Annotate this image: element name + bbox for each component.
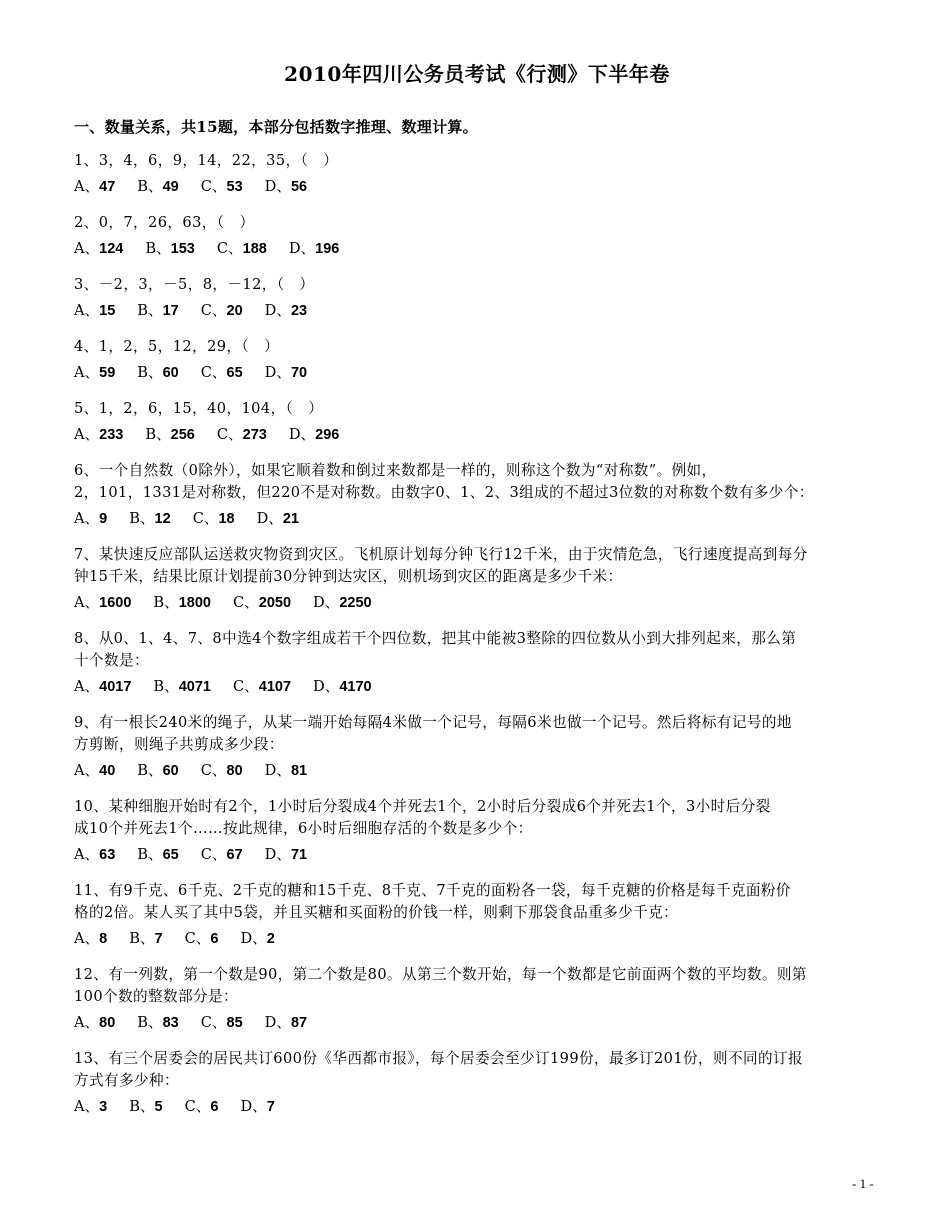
question-3 [74, 274, 880, 322]
answer-option [145, 238, 195, 260]
answer-options [74, 760, 880, 782]
answer-options [74, 238, 880, 260]
answer-options [74, 1012, 880, 1034]
question-6 [74, 460, 880, 530]
question-text: 十个数是： [74, 652, 149, 669]
question-text: －2，3，－5，8，－12，（ ） [98, 276, 315, 293]
question-text: 钟15千米，结果比原计划提前30分钟到达灾区，则机场到灾区的距离是多少千米： [74, 568, 623, 585]
option-value: 49 [162, 179, 179, 195]
section-heading: 一、数量关系，共15题，本部分包括数字推理、数理计算。 [74, 118, 478, 136]
question-text: 某种细胞开始时有2个，1小时后分裂成4个并死去1个，2小时后分裂成6个并死去1个，3小时后分裂 [108, 798, 771, 815]
answer-option [137, 362, 178, 384]
answer-option [129, 928, 162, 950]
question-text-line [74, 566, 880, 588]
question-text-line [74, 1048, 880, 1070]
question-text-line [74, 650, 880, 672]
question-number: 8、 [74, 630, 99, 647]
question-list [74, 150, 880, 1132]
question-text: 方剪断，则绳子共剪成多少段： [74, 736, 284, 753]
question-text-line [74, 796, 880, 818]
option-value: 21 [282, 511, 300, 527]
question-number: 7、 [74, 546, 99, 563]
option-value: 12 [154, 511, 171, 527]
option-label: C、 [184, 930, 211, 947]
option-label: C、 [216, 240, 243, 257]
option-label: C、 [233, 678, 259, 695]
option-label: C、 [200, 302, 227, 319]
option-value: 153 [170, 241, 195, 257]
option-label: B、 [129, 510, 155, 527]
question-8 [74, 628, 880, 698]
option-value: 124 [99, 241, 124, 257]
answer-option [265, 1012, 307, 1034]
answer-option [74, 424, 123, 446]
option-label: D、 [264, 762, 291, 779]
option-label: D、 [264, 364, 291, 381]
question-text-line [74, 986, 880, 1008]
question-number: 11、 [74, 882, 109, 899]
option-label: C、 [233, 594, 259, 611]
answer-option [313, 592, 372, 614]
question-text: 2，101，1331是对称数，但220不是对称数。由数字0、1、2、3组成的不超过3位数的对称数个数有多少个： [74, 484, 814, 501]
answer-option [137, 300, 178, 322]
option-label: A、 [74, 846, 100, 863]
option-value: 15 [99, 303, 116, 319]
answer-option [240, 928, 274, 950]
question-number: 9、 [74, 714, 99, 731]
answer-option [74, 238, 123, 260]
option-value: 81 [290, 763, 308, 779]
question-text: 有9千克、6千克、2千克的糖和15千克、8千克、7千克的面粉各一袋，每千克糖的价格是每千克面粉价 [108, 882, 791, 899]
option-value: 256 [170, 427, 195, 443]
option-label: B、 [153, 678, 179, 695]
answer-option [129, 1096, 162, 1118]
question-number: 2、 [74, 214, 99, 231]
question-text: 有一列数，第一个数是90，第二个数是80。从第三个数开始，每一个数都是它前面两个数的平均数。则第 [108, 966, 807, 983]
option-value: 296 [315, 427, 340, 443]
option-label: B、 [137, 846, 163, 863]
option-value: 196 [315, 241, 340, 257]
question-text: 从0、1、4、7、8中选4个数字组成若干个四位数，把其中能被3整除的四位数从小到大排列起来，那么第 [98, 630, 797, 647]
question-5 [74, 398, 880, 446]
option-value: 63 [99, 847, 116, 863]
answer-options [74, 176, 880, 198]
answer-option [74, 760, 115, 782]
answer-option [265, 176, 307, 198]
option-label: A、 [74, 510, 100, 527]
question-7 [74, 544, 880, 614]
option-label: A、 [74, 594, 100, 611]
option-value: 70 [290, 365, 308, 381]
option-value: 273 [242, 427, 267, 443]
answer-option [74, 844, 115, 866]
question-text: 3，4，6，9，14，22，35，（ ） [98, 152, 339, 169]
answer-option [129, 508, 170, 530]
option-label: A、 [74, 1014, 100, 1031]
question-text: 1，2，5，12，29，（ ） [98, 338, 280, 355]
option-value: 4071 [178, 679, 211, 695]
option-label: B、 [137, 364, 163, 381]
answer-option [137, 760, 178, 782]
option-value: 8 [99, 931, 108, 947]
answer-options [74, 928, 880, 950]
question-text-line [74, 964, 880, 986]
answer-option [265, 362, 307, 384]
option-label: B、 [137, 178, 163, 195]
option-label: A、 [74, 178, 100, 195]
option-value: 47 [99, 179, 116, 195]
answer-option [74, 676, 131, 698]
option-value: 83 [162, 1015, 179, 1031]
question-text-line [74, 1070, 880, 1092]
question-text: 0，7，26，63，（ ） [98, 214, 255, 231]
answer-options [74, 424, 880, 446]
option-value: 7 [266, 1099, 275, 1115]
answer-option [185, 928, 219, 950]
option-label: D、 [313, 594, 340, 611]
option-value: 23 [290, 303, 308, 319]
question-number: 6、 [74, 462, 99, 479]
answer-option [153, 592, 211, 614]
option-label: C、 [200, 364, 227, 381]
answer-option [201, 760, 243, 782]
answer-options [74, 508, 880, 530]
question-11 [74, 880, 880, 950]
question-text-line [74, 150, 880, 172]
question-12 [74, 964, 880, 1034]
option-value: 60 [162, 763, 179, 779]
question-number: 12、 [74, 966, 109, 983]
question-number: 3、 [74, 276, 99, 293]
answer-option [145, 424, 195, 446]
option-value: 2 [266, 931, 275, 947]
option-value: 7 [154, 931, 163, 947]
question-text-line [74, 212, 880, 234]
option-value: 4017 [99, 679, 132, 695]
option-value: 2050 [258, 595, 292, 611]
option-value: 65 [226, 365, 243, 381]
option-label: D、 [313, 678, 340, 695]
option-label: D、 [264, 1014, 291, 1031]
option-value: 80 [99, 1015, 116, 1031]
option-value: 20 [226, 303, 243, 319]
answer-option [201, 844, 243, 866]
answer-option [201, 300, 243, 322]
answer-option [217, 424, 267, 446]
answer-options [74, 300, 880, 322]
option-value: 65 [162, 847, 179, 863]
option-value: 71 [290, 847, 308, 863]
question-text: 有一根长240米的绳子，从某一端开始每隔4米做一个记号，每隔6米也做一个记号。然后将标有记号的地 [98, 714, 792, 731]
question-10 [74, 796, 880, 866]
option-value: 67 [226, 847, 243, 863]
answer-option [257, 508, 299, 530]
page-number: - 1 - [852, 1176, 874, 1191]
answer-option [74, 1012, 115, 1034]
option-label: C、 [200, 762, 227, 779]
answer-option [201, 362, 243, 384]
option-label: B、 [129, 1098, 155, 1115]
question-text-line [74, 880, 880, 902]
option-value: 4170 [339, 679, 372, 695]
answer-option [74, 592, 131, 614]
answer-option [137, 844, 178, 866]
option-label: A、 [74, 364, 100, 381]
option-label: C、 [200, 178, 227, 195]
option-value: 9 [99, 511, 108, 527]
page-title: 2010年四川公务员考试《行测》下半年卷 [284, 62, 670, 86]
answer-option [74, 928, 107, 950]
answer-option [265, 760, 307, 782]
option-label: A、 [74, 1098, 100, 1115]
question-text-line [74, 544, 880, 566]
answer-option [217, 238, 267, 260]
question-2 [74, 212, 880, 260]
option-value: 3 [99, 1099, 108, 1115]
question-text-line [74, 818, 880, 840]
answer-option [193, 508, 235, 530]
option-label: B、 [137, 1014, 163, 1031]
option-label: B、 [145, 240, 171, 257]
answer-option [153, 676, 211, 698]
answer-option [265, 300, 307, 322]
question-text: 成10个并死去1个……按此规律，6小时后细胞存活的个数是多少个： [74, 820, 533, 837]
answer-option [74, 300, 115, 322]
option-value: 4107 [258, 679, 292, 695]
option-value: 60 [162, 365, 179, 381]
answer-options [74, 1096, 880, 1118]
question-text-line [74, 274, 880, 296]
answer-option [137, 1012, 178, 1034]
question-number: 5、 [74, 400, 99, 417]
option-value: 6 [210, 1099, 219, 1115]
question-text-line [74, 482, 880, 504]
question-text-line [74, 398, 880, 420]
answer-option [240, 1096, 274, 1118]
question-text: 100个数的整数部分是： [74, 988, 238, 1005]
answer-option [265, 844, 307, 866]
answer-options [74, 362, 880, 384]
question-text-line [74, 628, 880, 650]
option-label: D、 [288, 426, 316, 443]
question-number: 13、 [74, 1050, 109, 1067]
option-label: C、 [216, 426, 243, 443]
question-text-line [74, 734, 880, 756]
question-number: 1、 [74, 152, 99, 169]
question-number: 10、 [74, 798, 109, 815]
answer-option [289, 424, 340, 446]
option-value: 80 [226, 763, 243, 779]
option-value: 188 [242, 241, 267, 257]
question-text-line [74, 902, 880, 924]
option-label: B、 [129, 930, 155, 947]
question-text-line [74, 460, 880, 482]
option-label: B、 [153, 594, 179, 611]
option-value: 233 [99, 427, 124, 443]
answer-option [137, 176, 178, 198]
question-text-line [74, 712, 880, 734]
option-value: 1800 [178, 595, 211, 611]
answer-options [74, 676, 880, 698]
question-13 [74, 1048, 880, 1118]
option-value: 59 [99, 365, 116, 381]
answer-options [74, 592, 880, 614]
question-text: 一个自然数（0除外），如果它顺着数和倒过来数都是一样的，则称这个数为“对称数”。例如， [98, 462, 717, 479]
option-label: A、 [74, 930, 100, 947]
option-value: 85 [226, 1015, 243, 1031]
question-1 [74, 150, 880, 198]
answer-option [74, 1096, 107, 1118]
option-label: D、 [264, 302, 291, 319]
question-text: 某快速反应部队运送救灾物资到灾区。飞机原计划每分钟飞行12千米，由于灾情危急，飞行速度提高到每分 [98, 546, 808, 563]
answer-option [201, 176, 243, 198]
question-text: 方式有多少种： [74, 1072, 179, 1089]
option-label: D、 [240, 1098, 267, 1115]
option-value: 56 [290, 179, 308, 195]
option-value: 18 [218, 511, 235, 527]
option-label: D、 [264, 178, 291, 195]
option-label: A、 [74, 426, 100, 443]
answer-option [313, 676, 372, 698]
option-value: 53 [226, 179, 243, 195]
option-label: A、 [74, 302, 100, 319]
option-label: D、 [256, 510, 283, 527]
option-label: C、 [200, 846, 227, 863]
option-label: A、 [74, 240, 100, 257]
question-text-line [74, 336, 880, 358]
option-label: D、 [288, 240, 316, 257]
option-value: 2250 [339, 595, 372, 611]
option-value: 40 [99, 763, 116, 779]
answer-option [201, 1012, 243, 1034]
question-text: 有三个居委会的居民共订600份《华西都市报》，每个居委会至少订199份，最多订201份，则不同的订报 [108, 1050, 803, 1067]
option-value: 17 [162, 303, 179, 319]
option-label: C、 [200, 1014, 227, 1031]
option-value: 6 [210, 931, 219, 947]
option-label: A、 [74, 762, 100, 779]
question-9 [74, 712, 880, 782]
option-label: B、 [145, 426, 171, 443]
option-label: C、 [184, 1098, 211, 1115]
option-label: D、 [264, 846, 291, 863]
option-label: D、 [240, 930, 267, 947]
question-text: 1，2，6，15，40，104，（ ） [98, 400, 324, 417]
option-label: B、 [137, 302, 163, 319]
option-value: 1600 [99, 595, 132, 611]
answer-option [74, 362, 115, 384]
answer-option [185, 1096, 219, 1118]
option-label: C、 [192, 510, 219, 527]
answer-option [289, 238, 340, 260]
option-label: B、 [137, 762, 163, 779]
option-value: 5 [154, 1099, 163, 1115]
question-number: 4、 [74, 338, 99, 355]
option-value: 87 [290, 1015, 308, 1031]
option-label: A、 [74, 678, 100, 695]
question-text: 格的2倍。某人买了其中5袋，并且买糖和买面粉的价钱一样，则剩下那袋食品重多少千克： [74, 904, 679, 921]
answer-option [74, 508, 107, 530]
answer-option [233, 592, 291, 614]
question-4 [74, 336, 880, 384]
answer-option [74, 176, 115, 198]
answer-option [233, 676, 291, 698]
answer-options [74, 844, 880, 866]
